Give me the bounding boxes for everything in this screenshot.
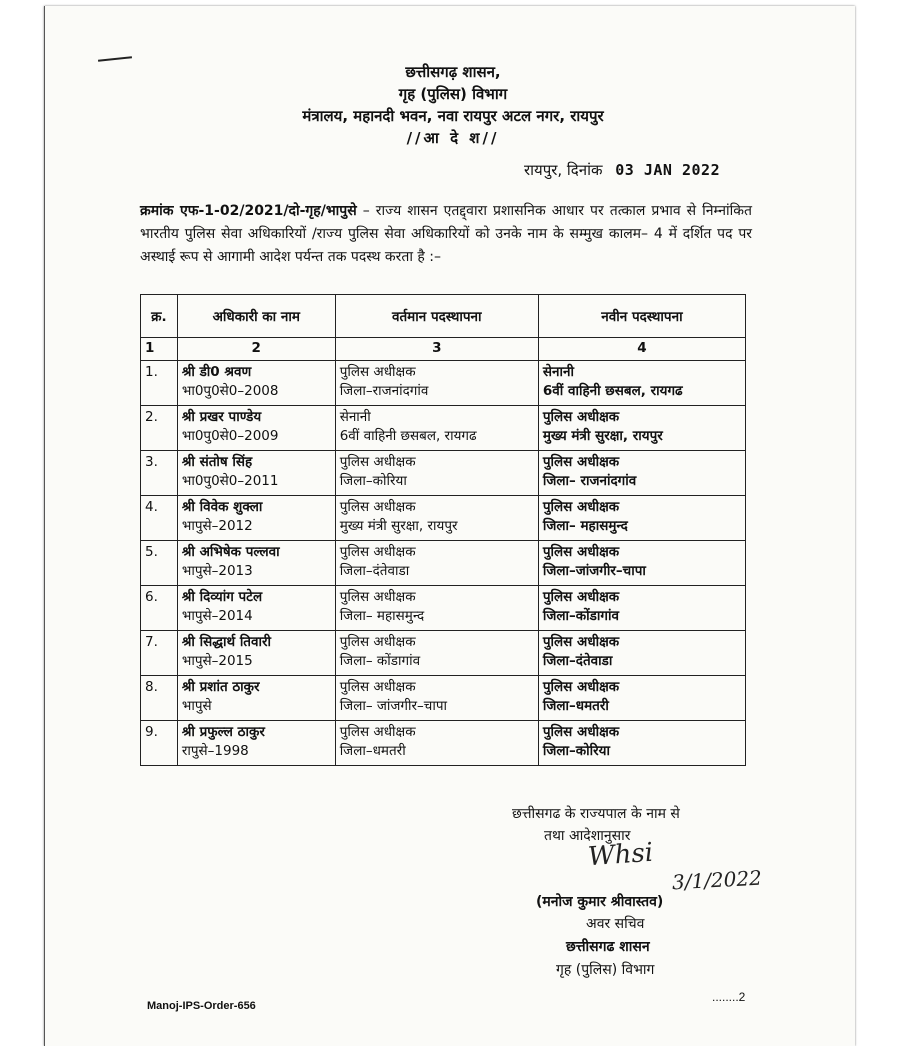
- new-posting-cell: [538, 541, 745, 586]
- col-num-4: 4: [538, 338, 745, 361]
- officer-cell: [177, 676, 335, 721]
- officer-name: श्री अभिषेक पल्लवा: [181, 544, 280, 560]
- new-posting-cell: [538, 586, 745, 631]
- officer-batch: भा0पु0से0–2009: [181, 428, 279, 444]
- current-posting-cell: [335, 406, 538, 451]
- signatory-dept: गृह (पुलिस) विभाग: [556, 962, 655, 978]
- new-place: जिला–कोंडागांव: [542, 608, 619, 624]
- date-label: रायपुर, दिनांक: [524, 161, 603, 179]
- header-sno: क्र.: [141, 295, 178, 338]
- new-posting-cell: [538, 676, 745, 721]
- officer-name: श्री प्रफुल्ल ठाकुर: [181, 724, 265, 740]
- table-header-row: [141, 295, 746, 338]
- page-continuation: ........2: [712, 990, 746, 1004]
- officer-name: श्री सिद्धार्थ तिवारी: [181, 634, 272, 650]
- handwritten-date: 3/1/2022: [671, 865, 763, 895]
- current-posting-cell: [335, 541, 538, 586]
- new-place: 6वीं वाहिनी छसबल, रायगढ: [542, 383, 683, 399]
- new-place: जिला–कोरिया: [542, 743, 610, 759]
- header-current-posting: वर्तमान पदस्थापना: [335, 295, 538, 338]
- current-place: जिला– जांजगीर–चापा: [339, 698, 448, 714]
- current-place: जिला–कोरिया: [339, 473, 407, 489]
- date-line: [524, 160, 720, 180]
- officer-name: श्री संतोष सिंह: [181, 454, 253, 470]
- table-row: [141, 676, 746, 721]
- officer-name: श्री डी0 श्रवण: [181, 364, 252, 380]
- current-place: जिला–राजनांदगांव: [339, 383, 429, 399]
- current-posting-cell: [335, 631, 538, 676]
- handwritten-signature: Whsi: [587, 837, 655, 873]
- current-posting-cell: [335, 721, 538, 766]
- current-post: पुलिस अधीक्षक: [339, 544, 416, 560]
- closing-line-2: तथा आदेशानुसार: [544, 828, 631, 844]
- header-line-3: मंत्रालय, महानदी भवन, नवा रायपुर अटल नगर, रायपुर: [302, 107, 604, 125]
- officer-batch: भापुसे–2012: [181, 518, 253, 534]
- officer-cell: [177, 586, 335, 631]
- header-line-2: गृह (पुलिस) विभाग: [398, 85, 508, 103]
- new-post: पुलिस अधीक्षक: [542, 454, 620, 470]
- row-sno: 5.: [141, 541, 178, 586]
- order-paragraph: [140, 200, 752, 269]
- signatory-name: (मनोज कुमार श्रीवास्तव): [536, 894, 664, 910]
- footer-reference: Manoj-IPS-Order-656: [147, 1000, 256, 1012]
- officer-name: श्री प्रशांत ठाकुर: [181, 679, 260, 695]
- officer-name: श्री प्रखर पाण्डेय: [181, 409, 262, 425]
- officer-cell: [177, 721, 335, 766]
- new-posting-cell: [538, 406, 745, 451]
- current-post: पुलिस अधीक्षक: [339, 499, 416, 515]
- new-place: जिला–दंतेवाडा: [542, 653, 613, 669]
- table-row: [141, 586, 746, 631]
- officer-batch: भा0पु0से0–2011: [181, 473, 279, 489]
- current-place: जिला–धमतरी: [339, 743, 406, 759]
- table-row: [141, 406, 746, 451]
- new-post: पुलिस अधीक्षक: [542, 634, 620, 650]
- date-stamp: 03 JAN 2022: [615, 161, 721, 179]
- current-posting-cell: [335, 496, 538, 541]
- officer-cell: [177, 496, 335, 541]
- table-row: [141, 361, 746, 406]
- officer-batch: भापुसे–2014: [181, 608, 253, 624]
- order-body: – राज्य शासन एतद्द्वारा प्रशासनिक आधार पर तत्काल प्रभाव से निम्नांकित भारतीय पुलिस सेवा अधिकारियों /राज्य पुलिस सेवा अधिकारियों को उनके नाम के सम्मुख कालम– 4 में दर्शित पद पर अस्थाई रूप से आगामी आदेश पर्यन्त तक पदस्थ करता है :–: [140, 203, 752, 265]
- signatory-govt: छत्तीसगढ शासन: [566, 939, 650, 955]
- col-num-2: 2: [177, 338, 335, 361]
- row-sno: 9.: [141, 721, 178, 766]
- column-number-row: [141, 338, 746, 361]
- officer-name: श्री दिव्यांग पटेल: [181, 589, 263, 605]
- table-row: [141, 541, 746, 586]
- current-post: सेनानी: [339, 409, 371, 425]
- order-number: क्रमांक एफ-1-02/2021/दो-गृह/भापुसे: [140, 203, 357, 219]
- new-post: पुलिस अधीक्षक: [542, 409, 620, 425]
- officer-batch: भा0पु0से0–2008: [181, 383, 279, 399]
- col-num-1: 1: [141, 338, 178, 361]
- new-posting-cell: [538, 451, 745, 496]
- new-place: जिला– राजनांदगांव: [542, 473, 637, 489]
- new-post: पुलिस अधीक्षक: [542, 589, 620, 605]
- officer-batch: रापुसे–1998: [181, 743, 249, 759]
- current-posting-cell: [335, 676, 538, 721]
- col-num-3: 3: [335, 338, 538, 361]
- current-post: पुलिस अधीक्षक: [339, 679, 416, 695]
- current-place: 6वीं वाहिनी छसबल, रायगढ: [339, 428, 477, 444]
- row-sno: 8.: [141, 676, 178, 721]
- new-place: जिला–धमतरी: [542, 698, 609, 714]
- postings-table: [140, 294, 746, 766]
- row-sno: 1.: [141, 361, 178, 406]
- current-post: पुलिस अधीक्षक: [339, 589, 416, 605]
- table-row: [141, 631, 746, 676]
- row-sno: 4.: [141, 496, 178, 541]
- officer-batch: भापुसे–2015: [181, 653, 253, 669]
- current-place: मुख्य मंत्री सुरक्षा, रायपुर: [339, 518, 458, 534]
- new-post: पुलिस अधीक्षक: [542, 544, 620, 560]
- officer-batch: भापुसे–2013: [181, 563, 253, 579]
- current-posting-cell: [335, 586, 538, 631]
- new-place: जिला–जांजगीर–चापा: [542, 563, 646, 579]
- header-name: अधिकारी का नाम: [177, 295, 335, 338]
- officer-cell: [177, 406, 335, 451]
- header-line-1: छत्तीसगढ़ शासन,: [405, 63, 501, 81]
- new-post: पुलिस अधीक्षक: [542, 499, 620, 515]
- new-posting-cell: [538, 721, 745, 766]
- officer-cell: [177, 451, 335, 496]
- new-posting-cell: [538, 631, 745, 676]
- header-new-posting: नवीन पदस्थापना: [538, 295, 745, 338]
- header-order-title: //आ दे श//: [406, 129, 500, 147]
- row-sno: 2.: [141, 406, 178, 451]
- table-row: [141, 721, 746, 766]
- closing-line-1: छत्तीसगढ के राज्यपाल के नाम से: [512, 806, 680, 822]
- row-sno: 7.: [141, 631, 178, 676]
- current-post: पुलिस अधीक्षक: [339, 724, 416, 740]
- new-post: पुलिस अधीक्षक: [542, 724, 620, 740]
- current-place: जिला– कोंडागांव: [339, 653, 421, 669]
- current-posting-cell: [335, 451, 538, 496]
- current-posting-cell: [335, 361, 538, 406]
- new-place: जिला– महासमुन्द: [542, 518, 628, 534]
- officer-batch: भापुसे: [181, 698, 212, 714]
- officer-name: श्री विवेक शुक्ला: [181, 499, 263, 515]
- table-row: [141, 451, 746, 496]
- current-post: पुलिस अधीक्षक: [339, 454, 416, 470]
- current-place: जिला–दंतेवाडा: [339, 563, 410, 579]
- current-post: पुलिस अधीक्षक: [339, 364, 416, 380]
- row-sno: 6.: [141, 586, 178, 631]
- row-sno: 3.: [141, 451, 178, 496]
- current-place: जिला– महासमुन्द: [339, 608, 425, 624]
- current-post: पुलिस अधीक्षक: [339, 634, 416, 650]
- new-post: पुलिस अधीक्षक: [542, 679, 620, 695]
- officer-cell: [177, 541, 335, 586]
- officer-cell: [177, 631, 335, 676]
- new-posting-cell: [538, 496, 745, 541]
- new-posting-cell: [538, 361, 745, 406]
- officer-cell: [177, 361, 335, 406]
- new-place: मुख्य मंत्री सुरक्षा, रायपुर: [542, 428, 663, 444]
- table-row: [141, 496, 746, 541]
- signatory-designation: अवर सचिव: [586, 916, 645, 932]
- new-post: सेनानी: [542, 364, 574, 380]
